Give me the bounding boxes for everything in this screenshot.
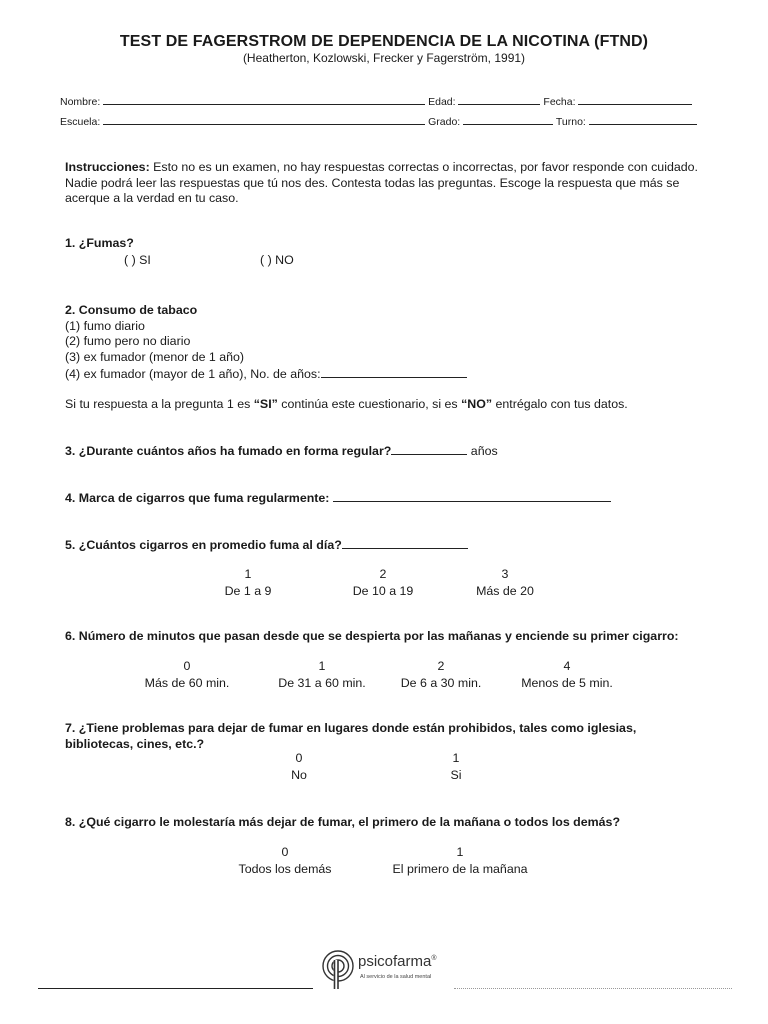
question-2: 2. Consumo de tabaco bbox=[65, 303, 198, 317]
option-label: De 6 a 30 min. bbox=[400, 676, 482, 690]
page-subtitle: (Heatherton, Kozlowski, Frecker y Fagerström, 1991) bbox=[242, 51, 526, 65]
turno-field[interactable] bbox=[589, 114, 697, 125]
field-row-2 bbox=[60, 114, 697, 128]
page-title: TEST DE FAGERSTROM DE DEPENDENCIA DE LA NICOTINA (FTND) bbox=[119, 33, 649, 50]
q2-option-4-label: (4) ex fumador (mayor de 1 año), No. de años: bbox=[65, 367, 321, 381]
q6-option-2[interactable] bbox=[401, 658, 482, 692]
option-score: 3 bbox=[501, 567, 509, 581]
question-6: 6. Número de minutos que pasan desde que se despierta por las mañanas y enciende su primer cigarro: bbox=[65, 629, 679, 643]
option-score: 0 bbox=[281, 845, 289, 859]
option-label: No bbox=[291, 768, 307, 782]
edad-field[interactable] bbox=[458, 94, 540, 105]
q5-option-1[interactable] bbox=[225, 566, 272, 600]
edad-label: Edad: bbox=[428, 96, 456, 108]
option-label: Menos de 5 min. bbox=[521, 676, 613, 690]
brand-name: psicofarma bbox=[358, 953, 432, 970]
years-field[interactable] bbox=[321, 366, 467, 378]
field-row-1 bbox=[60, 94, 692, 108]
option-score: 2 bbox=[437, 659, 445, 673]
question-3 bbox=[65, 443, 498, 458]
question-4-text: 4. Marca de cigarros que fuma regularmente: bbox=[65, 491, 330, 505]
note-si: “SI” bbox=[253, 397, 278, 411]
note-text-2: continúa este cuestionario, si es bbox=[277, 397, 462, 411]
q6-option-0[interactable] bbox=[145, 658, 230, 692]
fecha-field[interactable] bbox=[578, 94, 692, 105]
cigarettes-per-day-field[interactable] bbox=[342, 537, 468, 549]
fecha-label: Fecha: bbox=[543, 96, 576, 108]
q1-option-si[interactable]: ( ) SI bbox=[124, 253, 151, 267]
question-4 bbox=[65, 490, 611, 505]
q2-option-1[interactable]: (1) fumo diario bbox=[65, 319, 145, 333]
q7-option-1[interactable] bbox=[450, 750, 461, 784]
grado-field[interactable] bbox=[463, 114, 553, 125]
brand-field[interactable] bbox=[333, 490, 611, 502]
q5-option-3[interactable] bbox=[476, 566, 534, 600]
q6-option-4[interactable] bbox=[521, 658, 613, 692]
instructions-text: Esto no es un examen, no hay respuestas correctas o incorrectas, por favor responde con cuidado. Nadie podrá leer las respuestas que tú nos des. Contesta todas las preguntas. Escoge la respuesta que más se acerque a la verdad en tu caso. bbox=[65, 160, 698, 205]
option-label: De 1 a 9 bbox=[224, 584, 272, 598]
nombre-field[interactable] bbox=[103, 94, 425, 105]
years-smoking-field[interactable] bbox=[391, 443, 467, 455]
footer-brand bbox=[358, 953, 437, 970]
q8-option-1[interactable] bbox=[393, 844, 528, 878]
q5-option-2[interactable] bbox=[353, 566, 414, 600]
turno-label: Turno: bbox=[555, 116, 586, 128]
option-score: 1 bbox=[456, 845, 464, 859]
note-no: “NO” bbox=[461, 397, 493, 411]
q7-option-0[interactable] bbox=[291, 750, 307, 784]
option-score: 4 bbox=[563, 659, 571, 673]
question-7-line-2: bibliotecas, cines, etc.? bbox=[65, 737, 205, 751]
continue-note bbox=[65, 397, 628, 411]
note-text-3: entrégalo con tus datos. bbox=[492, 397, 628, 411]
question-5-text: 5. ¿Cuántos cigarros en promedio fuma al día? bbox=[65, 538, 342, 552]
option-label: De 31 a 60 min. bbox=[278, 676, 366, 690]
q2-option-3[interactable]: (3) ex fumador (menor de 1 año) bbox=[65, 350, 245, 364]
q2-option-4[interactable] bbox=[65, 366, 467, 381]
question-7-line-1: 7. ¿Tiene problemas para dejar de fumar en lugares donde están prohibidos, tales como iglesias, bbox=[65, 721, 637, 735]
nombre-label: Nombre: bbox=[60, 96, 101, 108]
option-score: 0 bbox=[183, 659, 191, 673]
option-label: De 10 a 19 bbox=[352, 584, 414, 598]
question-8: 8. ¿Qué cigarro le molestaría más dejar de fumar, el primero de la mañana o todos los demás? bbox=[65, 815, 621, 829]
footer-tagline: Al servicio de la salud mental bbox=[360, 974, 432, 980]
escuela-label: Escuela: bbox=[60, 116, 101, 128]
question-5 bbox=[65, 537, 468, 552]
option-score: 2 bbox=[379, 567, 387, 581]
psicofarma-logo-icon bbox=[320, 946, 360, 992]
option-label: Si bbox=[450, 768, 462, 782]
option-label: Todos los demás bbox=[238, 862, 332, 876]
option-score: 1 bbox=[318, 659, 326, 673]
instructions-label: Instrucciones: bbox=[65, 160, 150, 174]
note-text-1: Si tu respuesta a la pregunta 1 es bbox=[65, 397, 254, 411]
option-label: Más de 60 min. bbox=[144, 676, 230, 690]
instructions bbox=[65, 160, 705, 207]
grado-label: Grado: bbox=[428, 116, 461, 128]
option-label: El primero de la mañana bbox=[392, 862, 528, 876]
question-1: 1. ¿Fumas? bbox=[65, 236, 134, 250]
question-3-text: 3. ¿Durante cuántos años ha fumado en forma regular? bbox=[65, 444, 392, 458]
footer-rule-left bbox=[38, 988, 313, 989]
q8-option-0[interactable] bbox=[239, 844, 332, 878]
option-score: 1 bbox=[244, 567, 252, 581]
option-score: 0 bbox=[295, 751, 303, 765]
escuela-field[interactable] bbox=[103, 114, 425, 125]
footer-rule-right bbox=[454, 988, 732, 989]
q1-option-no[interactable]: ( ) NO bbox=[260, 253, 294, 267]
years-suffix: años bbox=[470, 444, 498, 458]
option-score: 1 bbox=[452, 751, 460, 765]
q2-option-2[interactable]: (2) fumo pero no diario bbox=[65, 334, 191, 348]
q6-option-1[interactable] bbox=[278, 658, 365, 692]
option-label: Más de 20 bbox=[476, 584, 534, 598]
registered-mark: ® bbox=[431, 955, 437, 962]
